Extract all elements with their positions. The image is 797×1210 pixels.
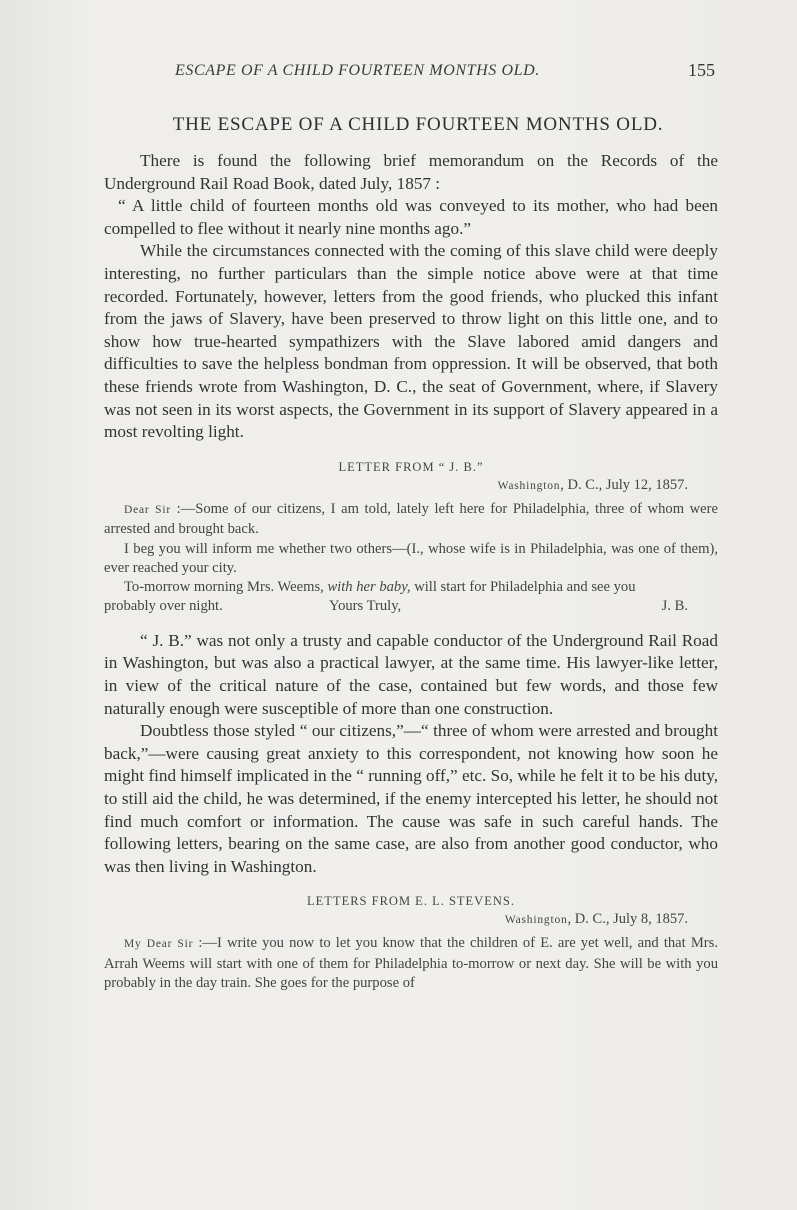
letter-heading-jb: LETTER FROM “ J. B.” xyxy=(338,459,484,474)
paragraph-memorandum-quote: “ A little child of fourteen months old was conveyed to its mother, who had been compelled to flee without it nearly nine months ago.” xyxy=(104,196,718,238)
letter-salutation: Dear Sir xyxy=(124,503,171,516)
letter-place-date: , D. C., July 8, 1857. xyxy=(567,911,688,928)
letter-jb-line-3 xyxy=(104,578,718,597)
letter-jb-line-2: I beg you will inform me whether two others—(I., whose wife is in Philadelphia, was one of them), ever reached your city. xyxy=(104,540,718,576)
running-header xyxy=(105,60,715,86)
letter-jb-line-1 xyxy=(104,500,718,540)
letter-italic-text: with her baby, xyxy=(327,579,411,596)
letter-place-city: Washington xyxy=(504,914,568,927)
letter-text: :—I write you now to let you know that the children of E. are yet well, and that Mrs. Arrah Weems will start with one of them for Philadelphia to-morrow or next day. She will be with you probably in the day train. She goes for the purpose of xyxy=(104,935,718,992)
paragraph-our-citizens: Doubtless those styled “ our citizens,”—“ three of whom were arrested and brought back,”—were causing great anxiety to this correspondent, not knowing how soon he might find himself implicated in the “ running off,” etc. So, while he felt it to be his duty, to still aid the child, he was determined, if the enemy intercepted his letter, he should not find much comfort or information. The cause was safe in such careful hands. The following letters, bearing on the same case, are also from another good conductor, who was then living in Washington. xyxy=(104,721,718,876)
letter-place-date: , D. C., July 12, 1857. xyxy=(560,476,688,493)
paragraph-intro: There is found the following brief memorandum on the Records of the Underground Rail Road Book, dated July, 1857 : xyxy=(104,151,718,193)
letter-salutation: My Dear Sir xyxy=(124,938,194,951)
running-title: ESCAPE OF A CHILD FOURTEEN MONTHS OLD. xyxy=(175,62,540,79)
letter-text: :—Some of our citizens, I am told, lately left here for Philadelphia, three of whom were arrested and brought back. xyxy=(104,500,718,538)
letter-place-city: Washington xyxy=(497,479,561,492)
paragraph-jb-conductor: “ J. B.” was not only a trusty and capable conductor of the Underground Rail Road in Washington, but was also a practical lawyer, at the same time. His lawyer-like letter, in view of the critical nature of the case, contained but few words, and those few naturally enough were susceptible of more than one construction. xyxy=(104,630,718,718)
letter-text: will start for Philadelphia and see you xyxy=(410,579,636,596)
page-number: 155 xyxy=(688,60,715,80)
letter-text: To-morrow morning Mrs. Weems, xyxy=(124,579,328,596)
signoff-closing: Yours Truly, xyxy=(329,597,402,614)
signoff-signature: J. B. xyxy=(661,597,688,614)
letter-jb-signoff xyxy=(104,598,718,618)
letter-stevens-body xyxy=(104,934,718,993)
letter-heading-stevens: LETTERS FROM E. L. STEVENS. xyxy=(307,894,515,909)
signoff-left: probably over night. xyxy=(104,597,223,614)
paragraph-circumstances: While the circumstances connected with the coming of this slave child were deeply interesting, no further particulars than the simple notice above were at that time recorded. Fortunately, however, letters from the good friends, who plucked this infant from the jaws of Slavery, have been preserved to throw light on this little one, and to show how true-hearted sympathizers with the Slave labored amid dangers and difficulties to save the helpless bondman from oppression. It will be observed, that both these friends wrote from Washington, D. C., the seat of Government, where, if Slavery was not seen in its worst aspects, the Government in its support of Slavery appeared in a most revolting light. xyxy=(104,241,718,442)
chapter-title: THE ESCAPE OF A CHILD FOURTEEN MONTHS OLD. xyxy=(172,114,664,135)
page-content xyxy=(104,114,718,994)
letter-place-stevens xyxy=(104,911,688,928)
letter-place-jb xyxy=(104,477,688,494)
